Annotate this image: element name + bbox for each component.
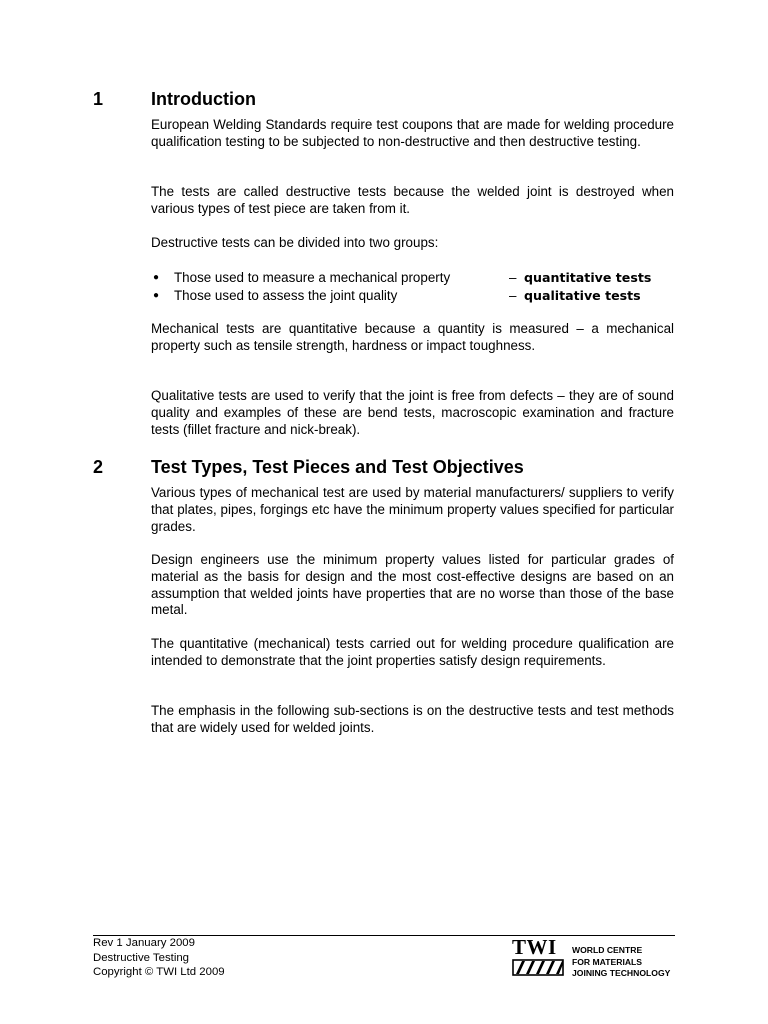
section-1-number: 1	[93, 89, 104, 109]
footer-copyright: Copyright © TWI Ltd 2009	[93, 966, 225, 978]
list-item-text: Those used to measure a mechanical property	[174, 270, 451, 285]
logo-tagline-line: FOR MATERIALS	[572, 956, 643, 967]
test-groups-list	[151, 269, 681, 305]
section-2-paragraph: The emphasis in the following sub-sections is on the destructive tests and test methods that are widely used for welded joints.	[151, 703, 674, 735]
list-item-dash: –	[509, 270, 517, 285]
footer-info	[93, 936, 225, 980]
footer-revision: Rev 1 January 2009	[93, 937, 195, 949]
section-1-paragraph: Mechanical tests are quantitative because a quantity is measured – a mechanical property such as tensile strength, hardness or impact toughness.	[151, 321, 674, 353]
section-2-number: 2	[93, 457, 104, 477]
logo-tagline-line: WORLD CENTRE	[572, 945, 643, 955]
section-1-paragraph: Destructive tests can be divided into two groups:	[151, 235, 439, 250]
section-2-paragraph: Design engineers use the minimum property values listed for particular grades of material as the basis for design and the most cost-effective designs are based on an assumption that welded joints have properties that are no worse than those of the base metal.	[151, 552, 674, 618]
section-1-paragraph: Qualitative tests are used to verify that the joint is free from defects – they are of sound quality and examples of these are bend tests, macroscopic examination and fracture tests (fillet fracture and nick-break).	[151, 388, 674, 437]
list-item-text: Those used to assess the joint quality	[174, 288, 398, 303]
logo-wordmark: TWI	[512, 935, 557, 959]
list-item	[151, 269, 681, 287]
section-1-paragraph: The tests are called destructive tests because the welded joint is destroyed when various types of test piece are taken from it.	[151, 184, 674, 216]
list-item	[151, 287, 681, 305]
logo-stripes-icon	[512, 938, 566, 978]
twi-logo	[512, 935, 680, 980]
list-item-test-kind: quantitative tests	[524, 270, 652, 285]
section-2-paragraph: The quantitative (mechanical) tests carried out for welding procedure qualification are intended to demonstrate that the joint properties satisfy design requirements.	[151, 636, 674, 668]
section-1-paragraph: European Welding Standards require test coupons that are made for welding procedure qualification testing to be subjected to non-destructive and then destructive testing.	[151, 117, 674, 149]
section-2-title: Test Types, Test Pieces and Test Objectives	[151, 457, 524, 477]
section-2-paragraph: Various types of mechanical test are used by material manufacturers/ suppliers to verify that plates, pipes, forgings etc have the minimum property values specified for particular grades.	[151, 485, 674, 534]
footer-document-title: Destructive Testing	[93, 951, 190, 964]
list-item-test-kind: qualitative tests	[524, 288, 641, 303]
section-1-title: Introduction	[151, 89, 256, 109]
bullet-icon: ●	[153, 290, 160, 301]
logo-tagline-line: JOINING TECHNOLOGY	[572, 968, 671, 978]
logo-tagline	[572, 945, 670, 980]
list-item-dash: –	[509, 288, 517, 303]
bullet-icon: ●	[153, 272, 160, 283]
